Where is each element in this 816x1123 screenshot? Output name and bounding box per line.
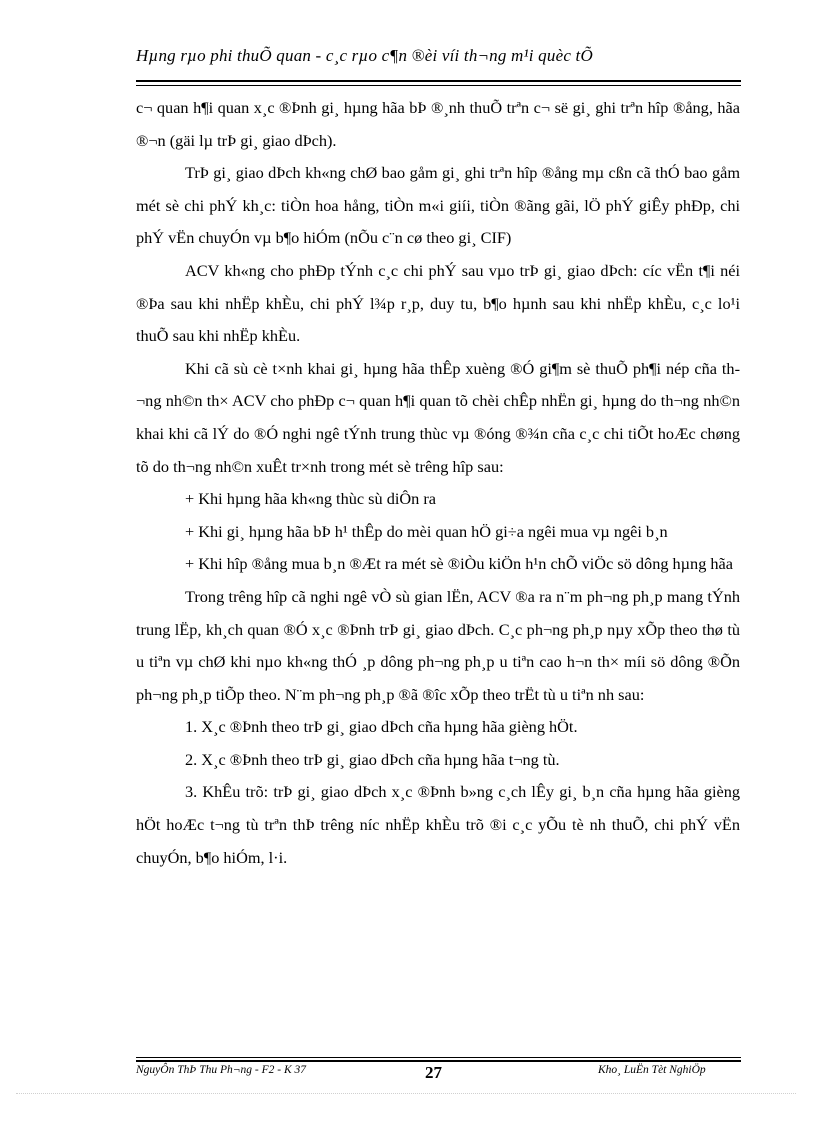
page-boundary-line xyxy=(16,1093,796,1094)
list-item: + Khi hµng hãa kh«ng thùc sù diÔn ra xyxy=(185,489,436,509)
header-rule-thin xyxy=(136,85,741,86)
footer-document-type: Kho¸ LuËn Tèt NghiÖp xyxy=(598,1064,706,1076)
list-item: 2. X¸c ®Þnh theo trÞ gi¸ giao dÞch cña hµng hãa t¬ng tù. xyxy=(185,749,560,769)
paragraph: c¬ quan h¶i quan x¸c ®Þnh gi¸ hµng hãa bÞ ®¸nh thuÕ trªn c¬ së gi¸ ghi trªn hîp ®ång, hãa ®¬n (gäi lµ trÞ gi¸ giao dÞch). xyxy=(136,98,740,150)
paragraph: Trong trêng hîp cã nghi ngê vÒ sù gian lËn, ACV ®a ra n¨m ph¬ng ph¸p mang tÝnh trung lËp, kh¸ch quan ®Ó x¸c ®Þnh trÞ gi¸ giao dÞch. C¸c ph¬ng ph¸p nµy xÕp theo thø tù u tiªn vµ chØ khi nµo kh«ng thÓ ¸p dông ph¬ng ph¸p u tiªn cao h¬n th× míi sö dông ®Õn ph¬ng ph¸p tiÕp theo. N¨m ph¬ng ph¸p ®ã ®îc xÕp theo trËt tù u tiªn nh sau: xyxy=(136,586,740,704)
body-text xyxy=(136,92,740,874)
list-item: 1. X¸c ®Þnh theo trÞ gi¸ giao dÞch cña hµng hãa gièng hÖt. xyxy=(185,717,578,737)
footer-rule-thick xyxy=(136,1060,741,1062)
running-header-title: Hµng rµo phi thuÕ quan - c¸c rµo c¶n ®èi víi th¬ng m¹i quèc tÕ xyxy=(136,46,593,65)
page-number: 27 xyxy=(425,1063,442,1082)
paragraph: ACV kh«ng cho phÐp tÝnh c¸c chi phÝ sau vµo trÞ gi¸ giao dÞch: cíc vËn t¶i néi ®Þa sau khi nhËp khÈu, chi phÝ l¾p r¸p, duy tu, b¶o hµnh sau khi nhËp khÈu, c¸c lo¹i thuÕ sau khi nhËp khÈu. xyxy=(136,260,740,346)
list-item: + Khi hîp ®ång mua b¸n ®Æt ra mét sè ®iÒu kiÖn h¹n chÕ viÖc sö dông hµng hãa xyxy=(185,554,734,574)
list-item: 3. KhÊu trõ: trÞ gi¸ giao dÞch x¸c ®Þnh b»ng c¸ch lÊy gi¸ b¸n cña hµng hãa gièng hÖt hoÆc t¬ng tù trªn thÞ trêng níc nhËp khÈu trõ ®i c¸c yÕu tè nh thuÕ, chi phÝ vËn chuyÓn, b¶o hiÓm, l·i. xyxy=(136,782,740,867)
list-item: + Khi gi¸ hµng hãa bÞ h¹ thÊp do mèi quan hÖ gi÷a ngêi mua vµ ngêi b¸n xyxy=(185,521,668,541)
header-rule-thick xyxy=(136,80,741,82)
paragraph: Khi cã sù cè t×nh khai gi¸ hµng hãa thÊp xuèng ®Ó gi¶m sè thuÕ ph¶i nép cña th¬ng nh©n th× ACV cho phÐp c¬ quan h¶i quan tõ chèi chÊp nhËn gi¸ hµng do th¬ng nh©n khai khi cã lÝ do ®Ó nghi ngê tÝnh trung thùc vµ ®óng ®¾n cña c¸c chi tiÕt hoÆc chøng tõ do th¬ng nh©n xuÊt tr×nh trong mét sè trêng hîp sau: xyxy=(136,358,740,476)
footer-author: NguyÔn ThÞ Thu Ph¬ng - F2 - K 37 xyxy=(136,1064,307,1076)
paragraph: TrÞ gi¸ giao dÞch kh«ng chØ bao gåm gi¸ ghi trªn hîp ®ång mµ cßn cã thÓ bao gåm mét sè chi phÝ kh¸c: tiÒn hoa hång, tiÒn m«i giíi, tiÒn ®ãng gãi, lÖ phÝ giÊy phÐp, chi phÝ vËn chuyÓn vµ b¶o hiÓm (nÕu c¨n cø theo gi¸ CIF) xyxy=(136,163,740,248)
footer-rule-thin xyxy=(136,1057,741,1058)
